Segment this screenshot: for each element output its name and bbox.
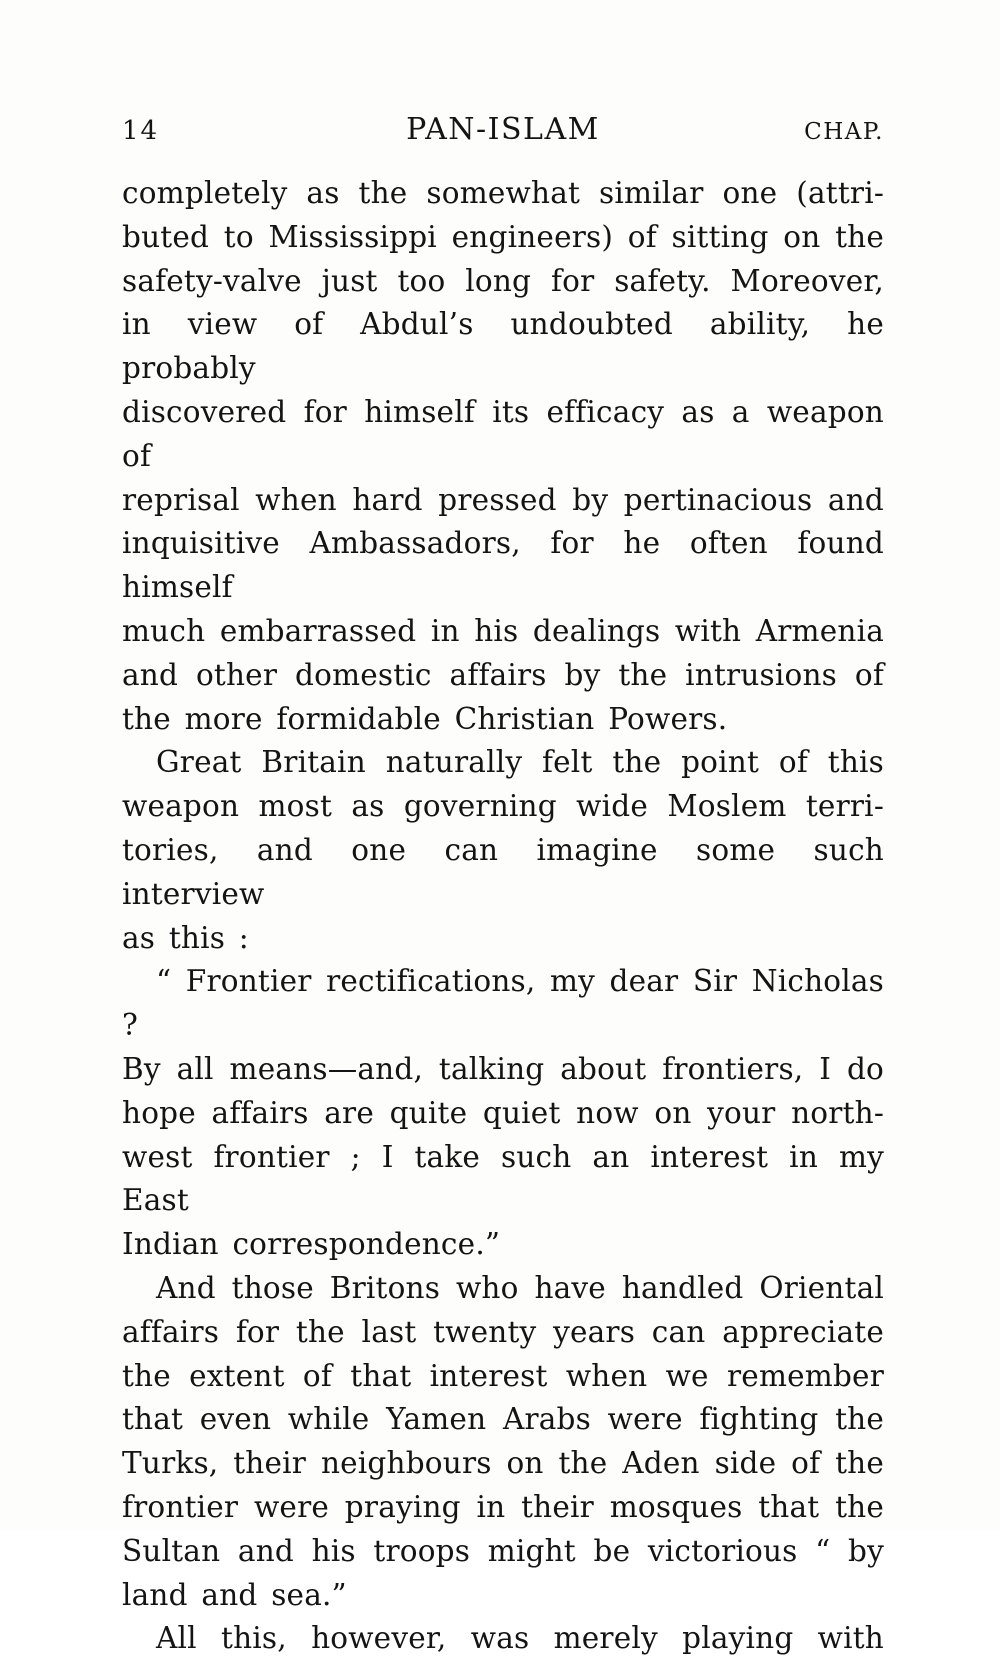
text-line: as this : (122, 920, 249, 955)
text-line: discovered for himself its efficacy as a weapon of (122, 394, 884, 473)
text-line: tories, and one can imagine some such interview (122, 832, 884, 911)
text-line: west frontier ; I take such an interest in my East (122, 1139, 884, 1218)
text-line: the more formidable Christian Powers. (122, 701, 728, 736)
text-line: the extent of that interest when we remember (122, 1358, 884, 1393)
text-line: Turks, their neighbours on the Aden side of the (122, 1446, 884, 1481)
text-line: affairs for the last twenty years can appreciate (122, 1314, 884, 1349)
text-line: weapon most as governing wide Moslem terri- (122, 789, 884, 824)
text-line: hope affairs are quite quiet now on your north- (122, 1095, 884, 1130)
text-line: inquisitive Ambassadors, for he often found himself (122, 526, 884, 605)
text-line: “ Frontier rectifications, my dear Sir Nicholas ? (122, 964, 884, 1043)
text-line: buted to Mississippi engineers) of sitting on the (122, 219, 884, 254)
text-line: reprisal when hard pressed by pertinacious and (122, 482, 884, 517)
page-header (122, 112, 884, 147)
text-line: By all means—and, talking about frontiers, I do (122, 1051, 884, 1086)
chapter-label: CHAP. (804, 119, 884, 145)
text-line: and other domestic affairs by the intrusions of (122, 657, 884, 692)
text-line: in view of Abdul’s undoubted ability, he probably (122, 307, 884, 386)
text-line: And those Britons who have handled Oriental (156, 1270, 884, 1305)
text-line: Great Britain naturally felt the point of this (156, 745, 884, 780)
text-line: much embarrassed in his dealings with Armenia (122, 613, 884, 648)
text-line: that even while Yamen Arabs were fighting the (122, 1402, 884, 1437)
text-line: Sultan and his troops might be victorious “ by (122, 1533, 884, 1568)
text-line: Indian correspondence.” (122, 1227, 501, 1262)
text-line: All this, however, was merely playing with (156, 1621, 884, 1656)
text-line: frontier were praying in their mosques that the (122, 1489, 884, 1524)
text-line: completely as the somewhat similar one (attri- (122, 176, 884, 210)
page-body (122, 172, 884, 1661)
text-line: safety-valve just too long for safety. Moreover, (122, 263, 884, 298)
running-title: PAN-ISLAM (406, 112, 600, 147)
page-number: 14 (122, 116, 160, 146)
text-line: land and sea.” (122, 1577, 347, 1612)
